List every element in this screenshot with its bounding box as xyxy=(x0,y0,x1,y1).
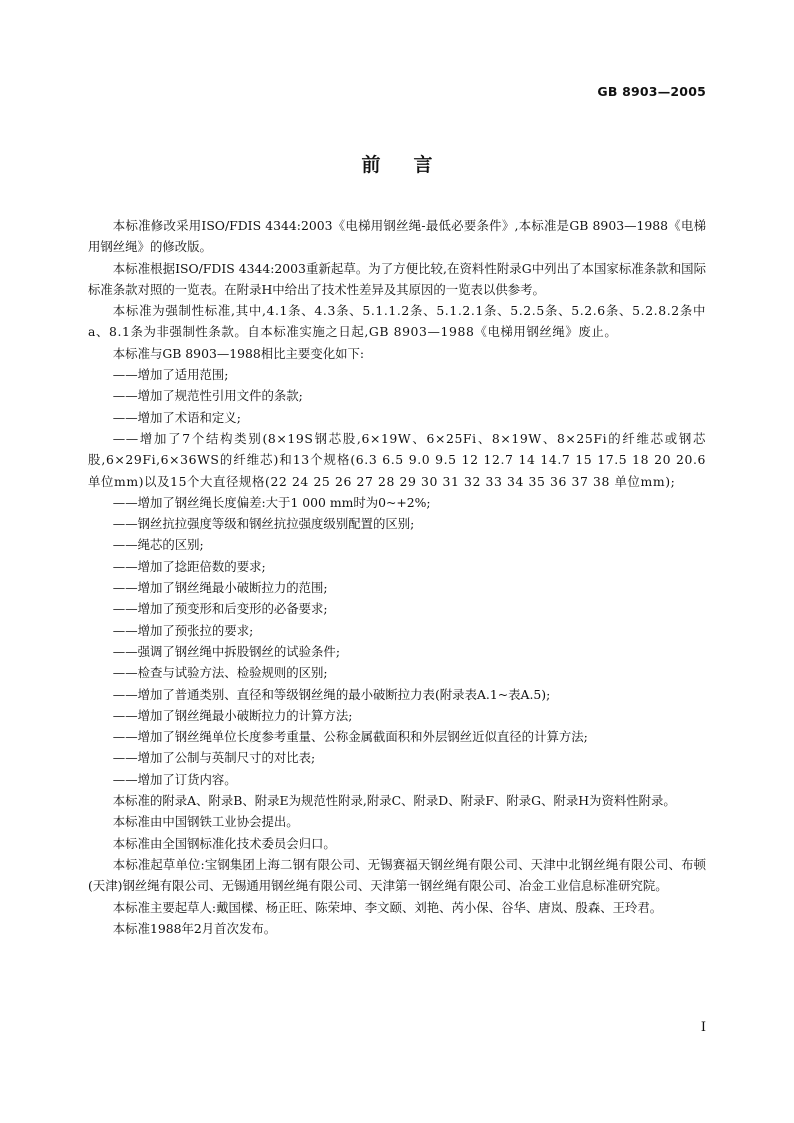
paragraph-drafting-units: 本标准起草单位:宝钢集团上海二钢有限公司、无锡赛福天钢丝绳有限公司、天津中北钢丝绳有限公司、布顿(天津)钢丝绳有限公司、无锡通用钢丝绳有限公司、天津第一钢丝绳有限公司、冶金工业信息标准研究院。 xyxy=(88,856,706,894)
change-item: ——绳芯的区别; xyxy=(112,537,204,553)
change-item: ——增加了预变形和后变形的必备要求; xyxy=(112,601,328,617)
change-item: ——增加了订货内容。 xyxy=(112,771,237,787)
change-item: ——增加了适用范围; xyxy=(112,367,229,383)
foreword-body xyxy=(88,215,706,939)
paragraph-adoption: 本标准修改采用ISO/FDIS 4344:2003《电梯用钢丝绳-最低必要条件》,本标准是GB 8903—1988《电梯用钢丝绳》的修改版。 xyxy=(88,218,706,255)
change-item: ——增加了公制与英制尺寸的对比表; xyxy=(112,750,316,766)
paragraph-annexes: 本标准的附录A、附录B、附录E为规范性附录,附录C、附录D、附录F、附录G、附录H为资料性附录。 xyxy=(112,793,676,809)
change-item: ——增加了7个结构类别(8×19S钢芯股,6×19W、6×25Fi、8×19W、8×25Fi的纤维芯或钢芯股,6×29Fi,6×36WS的纤维芯)和13个规格(6.3 6.5 9.0 9.5 12 12.7 14 14.7 15 17.5 18 20 20.6 单位mm)以及15个大直径规格(22 24 25 26 27 28 29 30 31 32 33 34 35 36 37 38 单位mm); xyxy=(88,430,706,489)
paragraph-drafters: 本标准主要起草人:戴国樑、杨正旺、陈荣坤、李文颐、刘艳、芮小保、谷华、唐岚、殷森、王玲君。 xyxy=(112,899,663,915)
change-item: ——增加了规范性引用文件的条款; xyxy=(112,388,303,404)
change-item: ——增加了钢丝绳单位长度参考重量、公称金属截面积和外层钢丝近似直径的计算方法; xyxy=(112,729,588,745)
paragraph-changes-intro: 本标准与GB 8903—1988相比主要变化如下: xyxy=(112,345,365,361)
change-item: ——增加了普通类别、直径和等级钢丝绳的最小破断拉力表(附录表A.1~表A.5); xyxy=(112,686,551,702)
change-item: ——增加了预张拉的要求; xyxy=(112,622,254,638)
change-item: ——增加了钢丝绳最小破断拉力的计算方法; xyxy=(112,707,353,723)
paragraph-first-release: 本标准1988年2月首次发布。 xyxy=(112,920,277,936)
change-item: ——强调了钢丝绳中拆股钢丝的试验条件; xyxy=(112,643,341,659)
paragraph-drafting-basis: 本标准根据ISO/FDIS 4344:2003重新起草。为了方便比较,在资料性附录G中列出了本国家标准条款和国际标准条款对照的一览表。在附录H中给出了技术性差异及其原因的一览表以供参考。 xyxy=(88,260,706,297)
change-item: ——增加了钢丝绳最小破断拉力的范围; xyxy=(112,580,328,596)
paragraph-mandatory: 本标准为强制性标准,其中,4.1条、4.3条、5.1.1.2条、5.1.2.1条、5.2.5条、5.2.6条、5.2.8.2条中a、8.1条为非强制性条款。自本标准实施之日起,GB 8903—1988《电梯用钢丝绳》废止。 xyxy=(88,303,706,340)
change-item: ——增加了术语和定义; xyxy=(112,409,241,425)
page-number: I xyxy=(700,1020,706,1035)
change-item: ——检查与试验方法、检验规则的区别; xyxy=(112,665,328,681)
change-item: ——增加了钢丝绳长度偏差:大于1 000 mm时为0~+2%; xyxy=(112,494,431,510)
page-title: 前言 xyxy=(361,154,466,176)
paragraph-proposer: 本标准由中国钢铁工业协会提出。 xyxy=(112,814,299,830)
change-item: ——钢丝抗拉强度等级和钢丝抗拉强度级别配置的区别; xyxy=(112,516,415,532)
change-item: ——增加了捻距倍数的要求; xyxy=(112,558,266,574)
paragraph-committee: 本标准由全国钢标准化技术委员会归口。 xyxy=(112,835,336,851)
standard-number: GB 8903—2005 xyxy=(597,84,706,99)
